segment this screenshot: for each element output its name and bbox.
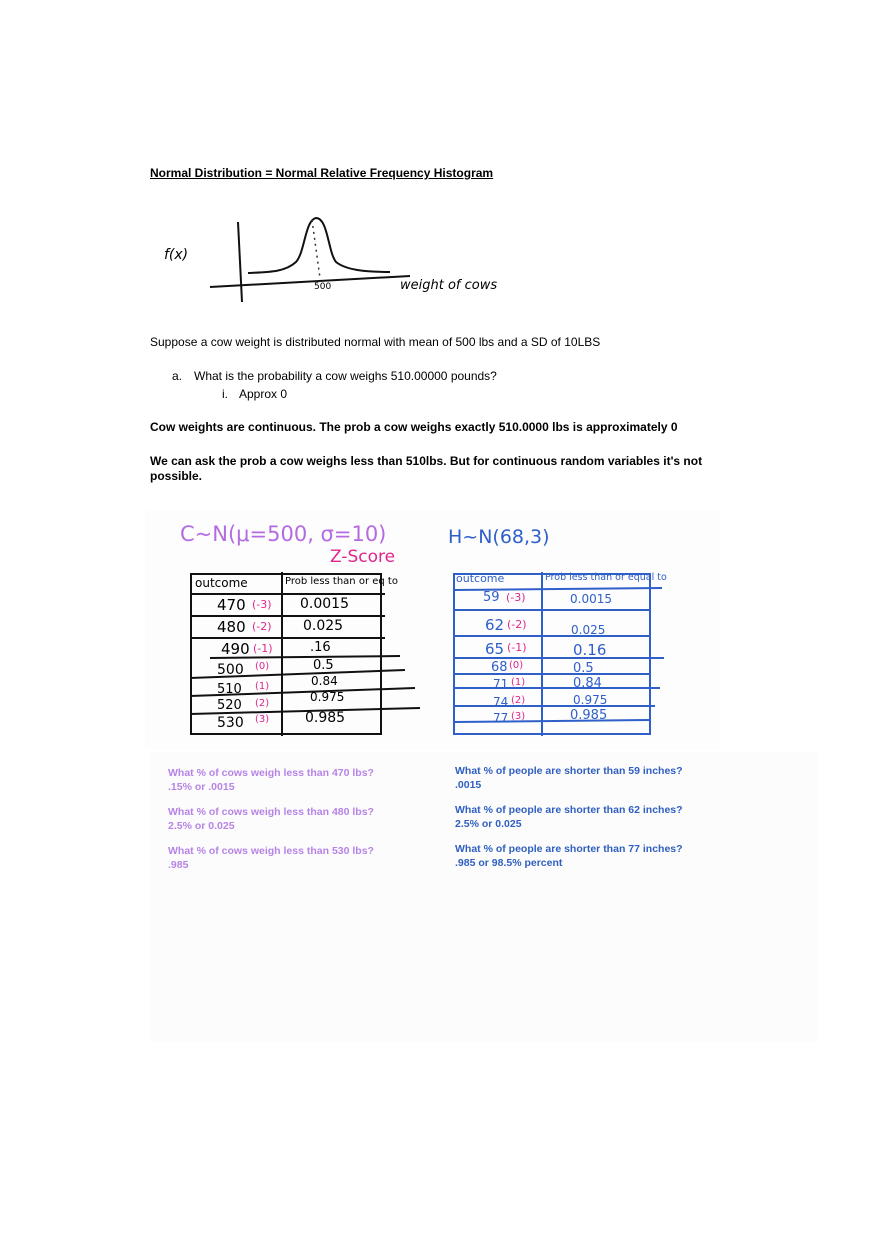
sketch-y-axis	[238, 222, 242, 302]
cow-prob: 0.025	[303, 618, 344, 634]
height-prob: 0.84	[573, 676, 602, 691]
cow-outcome: 510	[217, 682, 242, 697]
cow-outcome: 500	[217, 662, 244, 678]
height-outcome: 62	[485, 616, 505, 634]
cow-z: (-1)	[253, 642, 273, 655]
cow-outcome: 520	[217, 698, 242, 713]
list-marker-a: a.	[172, 369, 183, 383]
height-board-title: H~N(68,3)	[448, 526, 550, 548]
list-marker-i: i.	[222, 387, 228, 401]
height-outcome: 74	[493, 695, 509, 709]
cow-z: (-3)	[252, 598, 272, 611]
cow-prob: 0.975	[310, 690, 345, 704]
cow-prob: 0.0015	[300, 596, 349, 612]
height-question-answer: .985 or 98.5% percent	[455, 857, 563, 869]
height-col-outcome: outcome	[456, 572, 505, 585]
height-prob: 0.975	[573, 693, 608, 707]
cow-question-1	[168, 766, 374, 794]
cow-question-answer: .15% or .0015	[168, 781, 235, 793]
height-col-prob: Prob less than or equal to	[545, 572, 667, 583]
cow-z: (0)	[255, 661, 270, 672]
cow-question-2	[168, 805, 374, 833]
question-a: What is the probability a cow weighs 510.00000 pounds?	[194, 369, 497, 383]
cow-outcome: 470	[217, 596, 246, 614]
cow-z: (3)	[255, 714, 270, 725]
normal-curve-sketch	[160, 212, 510, 308]
cow-question-answer: .985	[168, 859, 189, 871]
cow-question-text: What % of cows weigh less than 480 lbs?	[168, 806, 374, 818]
intro-text: Suppose a cow weight is distributed normal with mean of 500 lbs and a SD of 10LBS	[150, 335, 601, 349]
height-outcome: 65	[485, 640, 505, 658]
cow-z: (2)	[255, 698, 270, 709]
cow-outcome: 530	[217, 715, 244, 731]
whiteboard-tables	[145, 510, 720, 750]
height-z: (3)	[511, 711, 526, 722]
answer-i: Approx 0	[239, 387, 288, 401]
qa-backdrop	[150, 752, 818, 1042]
height-prob: 0.16	[573, 641, 607, 659]
note-less-than: We can ask the prob a cow weighs less than 510lbs. But for continuous random variables it's not possible.	[150, 454, 703, 483]
cow-prob: 0.84	[311, 674, 338, 688]
cow-prob: .16	[310, 640, 331, 655]
height-z: (-2)	[507, 618, 527, 631]
height-z: (2)	[511, 695, 526, 706]
cow-z: (-2)	[252, 620, 272, 633]
sketch-bell-curve	[248, 218, 390, 273]
cow-question-text: What % of cows weigh less than 470 lbs?	[168, 767, 374, 779]
cow-question-answer: 2.5% or 0.025	[168, 820, 235, 832]
cow-col-prob: Prob less than or eq to	[285, 576, 398, 587]
cow-outcome: 490	[221, 640, 250, 658]
height-question-2	[455, 803, 683, 831]
height-outcome: 71	[493, 677, 509, 691]
height-outcome: 68	[491, 660, 508, 675]
height-outcome: 59	[483, 590, 500, 605]
height-outcome: 77	[493, 711, 509, 725]
sketch-x-mark: 500	[314, 282, 332, 292]
height-z: (0)	[509, 660, 524, 671]
cow-prob: 0.985	[305, 710, 346, 726]
height-z: (1)	[511, 677, 526, 688]
cow-board-zscore-label: Z-Score	[330, 547, 396, 567]
height-prob: 0.985	[570, 708, 608, 723]
cow-col-outcome: outcome	[195, 576, 248, 590]
height-prob: 0.025	[571, 623, 606, 637]
note-continuous: Cow weights are continuous. The prob a cow weighs exactly 510.0000 lbs is approximately 0	[150, 420, 678, 434]
height-question-text: What % of people are shorter than 62 inches?	[455, 804, 683, 816]
cow-z: (1)	[255, 681, 270, 692]
cow-prob: 0.5	[313, 658, 334, 673]
height-z: (-1)	[507, 641, 527, 654]
cow-question-text: What % of cows weigh less than 530 lbs?	[168, 845, 374, 857]
height-question-answer: .0015	[455, 779, 482, 791]
cow-outcome: 480	[217, 618, 246, 636]
height-question-text: What % of people are shorter than 59 inches?	[455, 765, 683, 777]
cow-question-3	[168, 844, 374, 872]
cow-board-title: C~N(μ=500, σ=10)	[180, 522, 387, 546]
height-question-answer: 2.5% or 0.025	[455, 818, 522, 830]
height-question-3	[455, 842, 683, 870]
height-question-text: What % of people are shorter than 77 inches?	[455, 843, 683, 855]
sketch-y-label: f(x)	[164, 247, 189, 263]
height-prob: 0.0015	[570, 592, 612, 606]
height-question-1	[455, 764, 683, 792]
height-prob: 0.5	[573, 661, 594, 676]
sketch-mean-line	[312, 220, 320, 278]
sketch-x-label: weight of cows	[400, 278, 498, 293]
page-heading: Normal Distribution = Normal Relative Frequency Histogram	[150, 166, 494, 180]
height-z: (-3)	[506, 591, 526, 604]
